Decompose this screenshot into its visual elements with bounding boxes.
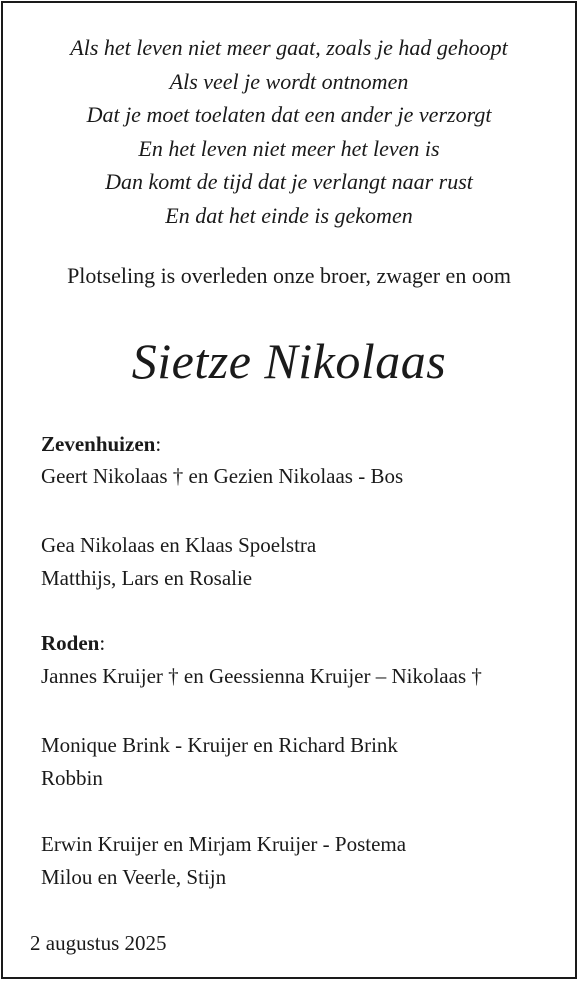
family-line: Erwin Kruijer en Mirjam Kruijer - Postema [41, 832, 407, 856]
place-heading-roden [41, 628, 105, 658]
family-line: Milou en Veerle, Stijn [41, 865, 227, 889]
family-line: Monique Brink - Kruijer en Richard Brink [41, 733, 398, 757]
poem-line: En het leven niet meer het leven is [138, 135, 440, 161]
poem-line: Dan komt de tijd dat je verlangt naar rust [105, 169, 473, 194]
place-colon: : [99, 631, 106, 655]
death-date: 2 augustus 2025 [30, 931, 167, 955]
poem-line: Dat je moet toelaten dat een ander je verzorgt [86, 102, 492, 127]
place-colon: : [155, 432, 162, 456]
family-line: Robbin [41, 766, 103, 790]
place-name: Zevenhuizen [41, 432, 156, 456]
place-heading-zevenhuizen [41, 429, 161, 459]
announcement-text: Plotseling is overleden onze broer, zwager en oom [67, 263, 511, 288]
poem [3, 31, 575, 232]
family-line: Geert Nikolaas † en Gezien Nikolaas - Bos [41, 464, 404, 488]
place-name: Roden [41, 631, 100, 655]
family-line: Jannes Kruijer † en Geessienna Kruijer – Nikolaas † [41, 664, 482, 688]
poem-line: Als veel je wordt ontnomen [169, 68, 409, 94]
poem-line: En dat het einde is gekomen [165, 202, 413, 228]
deceased-name: Sietze Nikolaas [131, 333, 447, 389]
family-line: Gea Nikolaas en Klaas Spoelstra [41, 533, 317, 557]
family-line: Matthijs, Lars en Rosalie [41, 566, 253, 590]
poem-line: Als het leven niet meer gaat, zoals je had gehoopt [70, 35, 508, 60]
obituary-card [1, 1, 577, 979]
